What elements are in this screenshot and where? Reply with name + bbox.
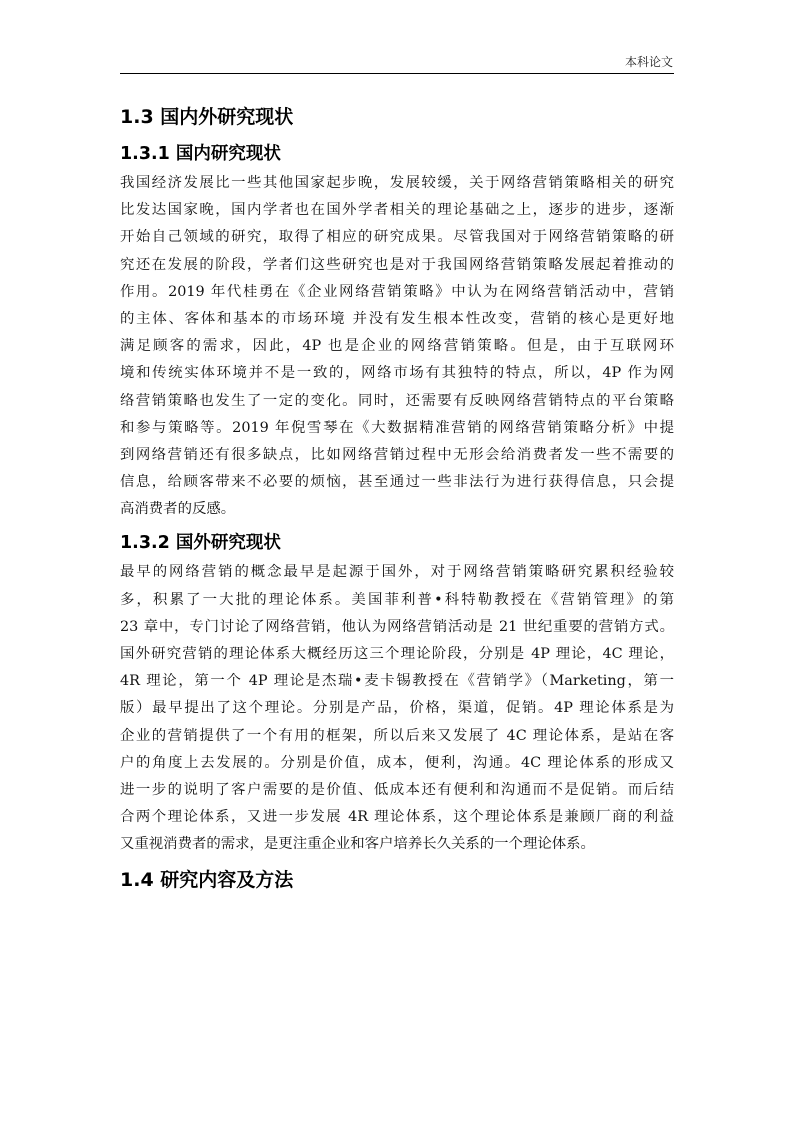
text-line: 作用。2019 年代桂勇在《企业网络营销策略》中认为在网络营销活动中，营销 — [120, 283, 674, 300]
text-line: 究还在发展的阶段，学者们这些研究也是对于我国网络营销策略发展起着推动的 — [120, 256, 674, 273]
text-line: 版）最早提出了这个理论。分别是产品，价格，渠道，促销。4P 理论体系是为 — [120, 700, 674, 717]
text-line: 到网络营销还有很多缺点，比如网络营销过程中无形会给消费者发一些不需要的 — [120, 446, 674, 463]
text-line: 满足顾客的需求，因此，4P 也是企业的网络营销策略。但是，由于互联网环 — [120, 338, 674, 355]
text-line: 合两个理论体系，又进一步发展 4R 理论体系，这个理论体系是兼顾厂商的利益 — [120, 809, 674, 826]
page-content — [120, 100, 674, 897]
text-line: 我国经济发展比一些其他国家起步晚，发展较缓，关于网络营销策略相关的研究 — [120, 175, 674, 191]
paragraph-domestic-research — [120, 170, 674, 523]
text-line: 国外研究营销的理论体系大概经历这三个理论阶段，分别是 4P 理论，4C 理论， — [120, 646, 674, 662]
section-heading-1-4: 1.4 研究内容及方法 — [120, 868, 294, 891]
text-line: 又重视消费者的需求，是更注重企业和客户培养长久关系的一个理论体系。 — [120, 836, 595, 853]
text-line: 的主体、客体和基本的市场环境 并没有发生根本性改变，营销的核心是更好地 — [120, 310, 674, 327]
text-line: 比发达国家晚，国内学者也在国外学者相关的理论基础之上，逐步的进步，逐渐 — [120, 202, 674, 219]
text-line: 4R 理论，第一个 4P 理论是杰瑞•麦卡锡教授在《营销学》（Marketing，第一 — [120, 673, 674, 690]
running-header: 本科论文 — [624, 55, 673, 69]
text-line: 高消费者的反感。 — [120, 501, 236, 518]
text-line: 信息，给顾客带来不必要的烦恼，甚至通过一些非法行为进行获得信息，只会提 — [120, 474, 674, 491]
text-line: 多，积累了一大批的理论体系。美国菲利普•科特勒教授在《营销管理》的第 — [120, 591, 674, 608]
text-line: 户的角度上去发展的。分别是价值，成本，便利，沟通。4C 理论体系的形成又 — [120, 754, 674, 771]
text-line: 络营销策略也发生了一定的变化。同时，还需要有反映网络营销特点的平台策略 — [120, 392, 674, 409]
subsection-heading-1-3-1: 1.3.1 国内研究现状 — [120, 144, 281, 164]
text-line: 23 章中，专门讨论了网络营销，他认为网络营销活动是 21 世纪重要的营销方式。 — [120, 618, 674, 635]
paragraph-foreign-research — [120, 559, 674, 858]
header-rule — [120, 73, 674, 74]
text-line: 和参与策略等。2019 年倪雪琴在《大数据精准营销的网络营销策略分析》中提 — [120, 419, 674, 436]
section-heading-1-3: 1.3 国内外研究现状 — [120, 106, 294, 128]
text-line: 最早的网络营销的概念最早是起源于国外，对于网络营销策略研究累积经验较 — [120, 564, 674, 581]
subsection-heading-1-3-2: 1.3.2 国外研究现状 — [120, 533, 281, 554]
text-line: 境和传统实体环境并不是一致的，网络市场有其独特的特点，所以，4P 作为网 — [120, 365, 674, 382]
text-line: 进一步的说明了客户需要的是价值、低成本还有便利和沟通而不是促销。而后结 — [120, 781, 674, 798]
text-line: 开始自己领域的研究，取得了相应的研究成果。尽管我国对于网络营销策略的研 — [120, 229, 674, 246]
text-line: 企业的营销提供了一个有用的框架，所以后来又发展了 4C 理论体系，是站在客 — [120, 727, 674, 744]
